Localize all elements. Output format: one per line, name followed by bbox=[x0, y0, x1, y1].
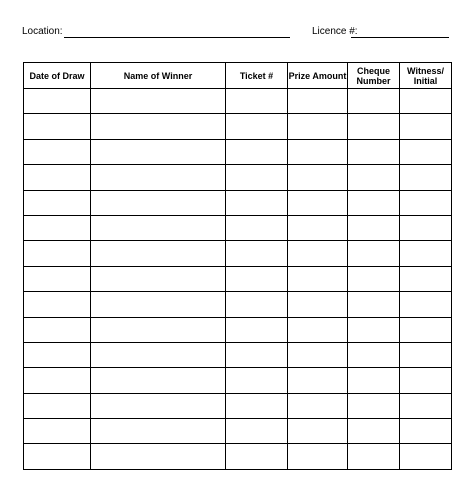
cell-ticket-number[interactable] bbox=[226, 241, 288, 266]
cell-ticket-number[interactable] bbox=[226, 444, 288, 469]
cell-date-of-draw[interactable] bbox=[24, 215, 91, 240]
cell-date-of-draw[interactable] bbox=[24, 165, 91, 190]
location-label: Location: bbox=[22, 26, 63, 37]
table-row bbox=[24, 317, 452, 342]
cell-ticket-number[interactable] bbox=[226, 139, 288, 164]
cell-date-of-draw[interactable] bbox=[24, 190, 91, 215]
cell-cheque-number[interactable] bbox=[348, 165, 400, 190]
cell-name-of-winner[interactable] bbox=[91, 368, 226, 393]
cell-prize-amount[interactable] bbox=[288, 241, 348, 266]
table-row bbox=[24, 342, 452, 367]
cell-witness-initial[interactable] bbox=[400, 241, 452, 266]
cell-name-of-winner[interactable] bbox=[91, 89, 226, 114]
header-cheque-number: Cheque Number bbox=[348, 63, 400, 89]
cell-date-of-draw[interactable] bbox=[24, 368, 91, 393]
cell-ticket-number[interactable] bbox=[226, 165, 288, 190]
cell-ticket-number[interactable] bbox=[226, 342, 288, 367]
table-header-row bbox=[24, 63, 452, 89]
cell-prize-amount[interactable] bbox=[288, 190, 348, 215]
licence-input-line[interactable] bbox=[351, 37, 449, 38]
cell-name-of-winner[interactable] bbox=[91, 419, 226, 444]
header-date-of-draw: Date of Draw bbox=[24, 63, 91, 89]
cell-date-of-draw[interactable] bbox=[24, 266, 91, 291]
cell-ticket-number[interactable] bbox=[226, 266, 288, 291]
cell-witness-initial[interactable] bbox=[400, 215, 452, 240]
cell-ticket-number[interactable] bbox=[226, 190, 288, 215]
header-name-of-winner: Name of Winner bbox=[91, 63, 226, 89]
cell-name-of-winner[interactable] bbox=[91, 266, 226, 291]
cell-prize-amount[interactable] bbox=[288, 368, 348, 393]
cell-cheque-number[interactable] bbox=[348, 292, 400, 317]
cell-date-of-draw[interactable] bbox=[24, 139, 91, 164]
cell-date-of-draw[interactable] bbox=[24, 444, 91, 469]
cell-name-of-winner[interactable] bbox=[91, 215, 226, 240]
cell-prize-amount[interactable] bbox=[288, 215, 348, 240]
header-prize-amount: Prize Amount bbox=[288, 63, 348, 89]
table-row bbox=[24, 444, 452, 469]
cell-witness-initial[interactable] bbox=[400, 139, 452, 164]
cell-name-of-winner[interactable] bbox=[91, 165, 226, 190]
cell-name-of-winner[interactable] bbox=[91, 139, 226, 164]
cell-ticket-number[interactable] bbox=[226, 368, 288, 393]
cell-witness-initial[interactable] bbox=[400, 393, 452, 418]
prize-winner-log-table bbox=[23, 62, 452, 470]
header-ticket-number: Ticket # bbox=[226, 63, 288, 89]
cell-witness-initial[interactable] bbox=[400, 317, 452, 342]
cell-cheque-number[interactable] bbox=[348, 317, 400, 342]
cell-date-of-draw[interactable] bbox=[24, 419, 91, 444]
cell-prize-amount[interactable] bbox=[288, 165, 348, 190]
cell-prize-amount[interactable] bbox=[288, 393, 348, 418]
cell-cheque-number[interactable] bbox=[348, 266, 400, 291]
cell-ticket-number[interactable] bbox=[226, 114, 288, 139]
cell-ticket-number[interactable] bbox=[226, 215, 288, 240]
table-row bbox=[24, 139, 452, 164]
cell-cheque-number[interactable] bbox=[348, 419, 400, 444]
table-body bbox=[24, 89, 452, 470]
cell-date-of-draw[interactable] bbox=[24, 89, 91, 114]
table-row bbox=[24, 114, 452, 139]
table-row bbox=[24, 292, 452, 317]
cell-name-of-winner[interactable] bbox=[91, 292, 226, 317]
cell-date-of-draw[interactable] bbox=[24, 393, 91, 418]
cell-cheque-number[interactable] bbox=[348, 241, 400, 266]
cell-date-of-draw[interactable] bbox=[24, 317, 91, 342]
cell-prize-amount[interactable] bbox=[288, 292, 348, 317]
cell-prize-amount[interactable] bbox=[288, 419, 348, 444]
cell-date-of-draw[interactable] bbox=[24, 292, 91, 317]
cell-name-of-winner[interactable] bbox=[91, 393, 226, 418]
table-row bbox=[24, 419, 452, 444]
cell-name-of-winner[interactable] bbox=[91, 342, 226, 367]
cell-cheque-number[interactable] bbox=[348, 342, 400, 367]
cell-name-of-winner[interactable] bbox=[91, 190, 226, 215]
cell-prize-amount[interactable] bbox=[288, 114, 348, 139]
cell-name-of-winner[interactable] bbox=[91, 114, 226, 139]
cell-name-of-winner[interactable] bbox=[91, 241, 226, 266]
table-row bbox=[24, 165, 452, 190]
cell-ticket-number[interactable] bbox=[226, 393, 288, 418]
table-row bbox=[24, 368, 452, 393]
table-row bbox=[24, 393, 452, 418]
cell-cheque-number[interactable] bbox=[348, 444, 400, 469]
header-witness-initial: Witness/ Initial bbox=[400, 63, 452, 89]
cell-witness-initial[interactable] bbox=[400, 165, 452, 190]
table-row bbox=[24, 266, 452, 291]
cell-witness-initial[interactable] bbox=[400, 114, 452, 139]
licence-field bbox=[0, 24, 474, 40]
cell-witness-initial[interactable] bbox=[400, 89, 452, 114]
cell-ticket-number[interactable] bbox=[226, 292, 288, 317]
cell-cheque-number[interactable] bbox=[348, 393, 400, 418]
table-row bbox=[24, 215, 452, 240]
cell-prize-amount[interactable] bbox=[288, 342, 348, 367]
cell-cheque-number[interactable] bbox=[348, 368, 400, 393]
cell-date-of-draw[interactable] bbox=[24, 342, 91, 367]
cell-witness-initial[interactable] bbox=[400, 266, 452, 291]
cell-prize-amount[interactable] bbox=[288, 89, 348, 114]
cell-name-of-winner[interactable] bbox=[91, 444, 226, 469]
cell-date-of-draw[interactable] bbox=[24, 241, 91, 266]
cell-ticket-number[interactable] bbox=[226, 89, 288, 114]
table-row bbox=[24, 89, 452, 114]
cell-witness-initial[interactable] bbox=[400, 292, 452, 317]
cell-prize-amount[interactable] bbox=[288, 266, 348, 291]
table-row bbox=[24, 241, 452, 266]
cell-cheque-number[interactable] bbox=[348, 89, 400, 114]
cell-witness-initial[interactable] bbox=[400, 190, 452, 215]
cell-witness-initial[interactable] bbox=[400, 368, 452, 393]
cell-prize-amount[interactable] bbox=[288, 317, 348, 342]
cell-cheque-number[interactable] bbox=[348, 190, 400, 215]
cell-witness-initial[interactable] bbox=[400, 419, 452, 444]
table-row bbox=[24, 190, 452, 215]
cell-prize-amount[interactable] bbox=[288, 444, 348, 469]
cell-witness-initial[interactable] bbox=[400, 342, 452, 367]
licence-label: Licence #: bbox=[312, 26, 358, 37]
cell-prize-amount[interactable] bbox=[288, 139, 348, 164]
cell-ticket-number[interactable] bbox=[226, 419, 288, 444]
cell-witness-initial[interactable] bbox=[400, 444, 452, 469]
cell-name-of-winner[interactable] bbox=[91, 317, 226, 342]
cell-cheque-number[interactable] bbox=[348, 215, 400, 240]
cell-date-of-draw[interactable] bbox=[24, 114, 91, 139]
cell-cheque-number[interactable] bbox=[348, 114, 400, 139]
cell-cheque-number[interactable] bbox=[348, 139, 400, 164]
cell-ticket-number[interactable] bbox=[226, 317, 288, 342]
